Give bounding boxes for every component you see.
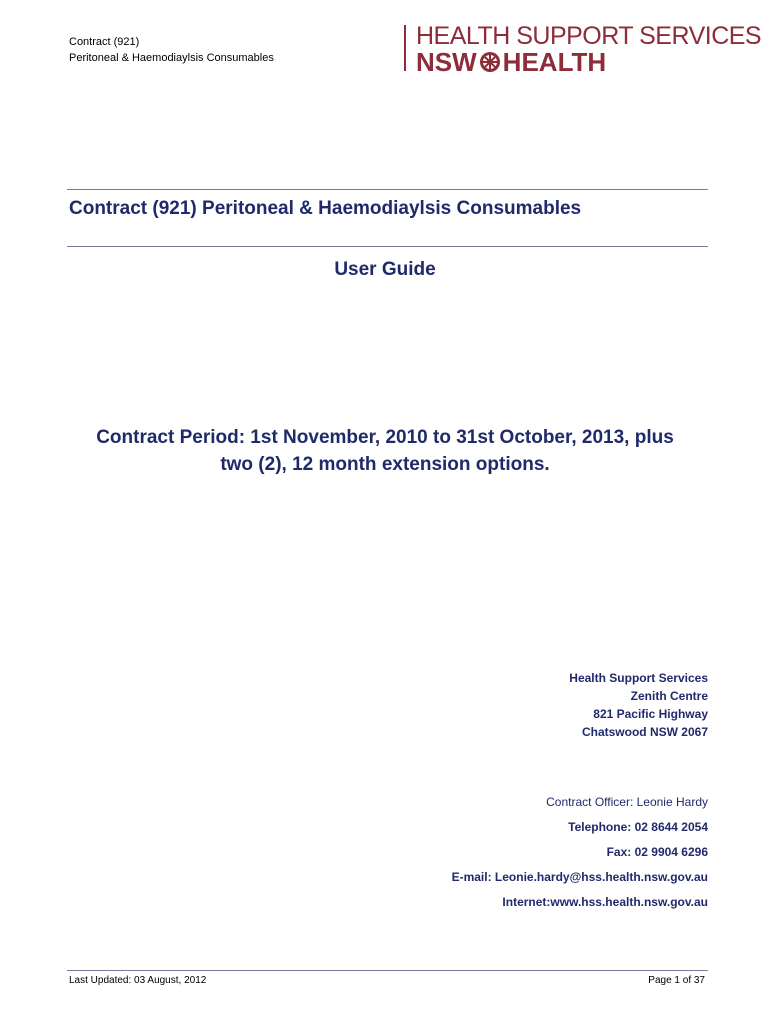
contact-internet[interactable]: Internet:www.hss.health.nsw.gov.au xyxy=(502,895,708,909)
document-title: Contract (921) Peritoneal & Haemodiaylsis Consumables xyxy=(69,198,582,219)
contact-officer: Contract Officer: Leonie Hardy xyxy=(546,795,708,809)
contact-telephone: Telephone: 02 8644 2054 xyxy=(568,820,708,834)
logo-nsw-text: NSW xyxy=(416,47,477,77)
footer-rule xyxy=(67,970,708,971)
title-bottom-rule xyxy=(67,246,708,247)
contract-period xyxy=(40,424,730,478)
header-contract-name: Peritoneal & Haemodiaylsis Consumables xyxy=(69,52,274,64)
logo-line-2 xyxy=(416,48,606,76)
document-subtitle: User Guide xyxy=(334,259,436,280)
footer-last-updated: Last Updated: 03 August, 2012 xyxy=(69,975,207,986)
address-block xyxy=(569,669,708,741)
page-header xyxy=(69,34,274,66)
logo-line-1: HEALTH SUPPORT SERVICES xyxy=(416,22,762,50)
health-support-services-logo xyxy=(404,22,762,77)
contact-fax: Fax: 02 9904 6296 xyxy=(606,845,708,859)
waratah-emblem-icon xyxy=(478,50,502,74)
contract-period-line-1: Contract Period: 1st November, 2010 to 31st October, 2013, plus xyxy=(96,427,674,448)
contract-period-line-2: two (2), 12 month extension options. xyxy=(220,454,550,475)
address-org: Health Support Services xyxy=(569,671,708,685)
address-city: Chatswood NSW 2067 xyxy=(581,725,708,739)
logo-health-text: HEALTH xyxy=(502,47,607,77)
logo-divider xyxy=(404,25,406,71)
footer-page-number: Page 1 of 37 xyxy=(648,975,705,986)
contact-block xyxy=(452,793,708,918)
contact-email[interactable]: E-mail: Leonie.hardy@hss.health.nsw.gov.au xyxy=(451,870,708,884)
header-contract-number: Contract (921) xyxy=(69,36,140,48)
title-top-rule xyxy=(67,189,708,190)
address-building: Zenith Centre xyxy=(630,689,708,703)
address-street: 821 Pacific Highway xyxy=(593,707,708,721)
